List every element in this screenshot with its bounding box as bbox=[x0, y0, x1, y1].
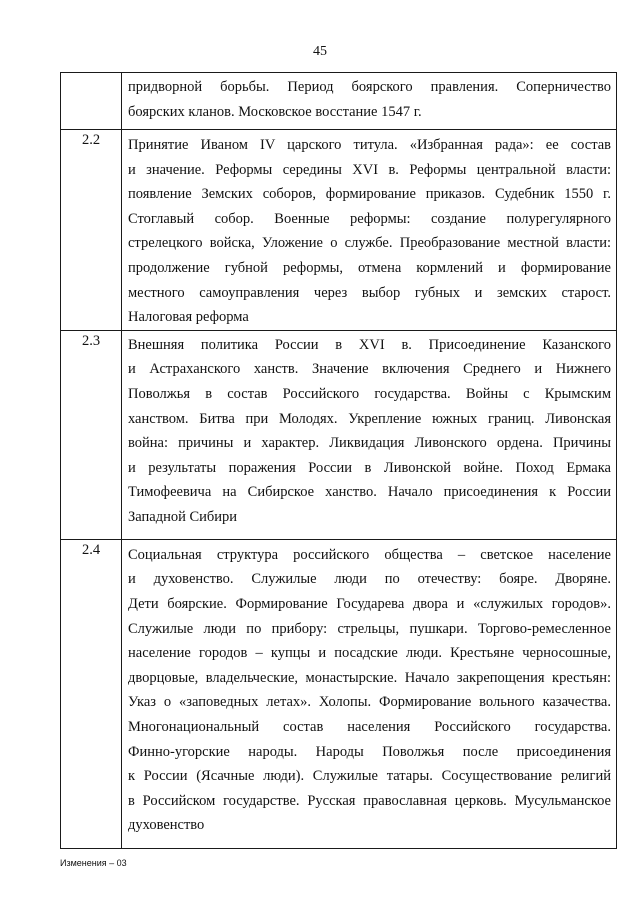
content-line: и духовенство. Служилые люди по отечеству: бояре. Дворяне. bbox=[128, 571, 611, 588]
curriculum-table bbox=[60, 72, 617, 849]
content-line: придворной борьбы. Период боярского правления. Соперничество bbox=[128, 79, 611, 95]
content-line: продолжение губной реформы, отмена кормлений и формирование bbox=[128, 259, 611, 276]
section-content-cell bbox=[122, 73, 617, 130]
content-line: Принятие Иваном IV царского титула. «Избранная рада»: ее состав bbox=[128, 137, 611, 153]
content-line: население городов – купцы и посадские люди. Крестьяне черносошные, bbox=[128, 645, 611, 662]
section-number-cell: 2.2 bbox=[61, 130, 122, 331]
section-content-cell bbox=[122, 330, 617, 539]
content-line: и Астраханского ханств. Значение включения Среднего и Нижнего bbox=[128, 361, 611, 378]
content-line: в Российском государстве. Русская православная церковь. Мусульманское bbox=[128, 792, 611, 809]
content-line: дворцовые, владельческие, монастырские. Начало закрепощения крестьян: bbox=[128, 669, 611, 686]
content-line: Социальная структура российского общества – светское население bbox=[128, 546, 611, 563]
table-row bbox=[61, 73, 617, 130]
section-content-cell bbox=[122, 130, 617, 331]
content-line: Указ о «заповедных летах». Холопы. Формирование вольного казачества. bbox=[128, 694, 611, 711]
content-line: ханством. Битва при Молодях. Укрепление южных границ. Ливонская bbox=[128, 410, 611, 427]
section-content-cell bbox=[122, 539, 617, 848]
content-line: стрелецкого войска, Уложение о службе. Преобразование местной власти: bbox=[128, 235, 611, 252]
content-line: боярских кланов. Московское восстание 1547 г. bbox=[128, 103, 422, 120]
section-number-cell: 2.4 bbox=[61, 539, 122, 848]
table-row bbox=[61, 130, 617, 331]
content-line: Многонациональный состав населения Российского государства. bbox=[128, 718, 611, 735]
content-line: местного самоуправления через выбор губных и земских старост. bbox=[128, 284, 611, 301]
section-number-cell bbox=[61, 73, 122, 130]
content-line: Внешняя политика России в XVI в. Присоединение Казанского bbox=[128, 336, 611, 353]
content-line: Тимофеевича на Сибирское ханство. Начало присоединения к России bbox=[128, 484, 611, 501]
content-line: Служилые люди по прибору: стрельцы, пушкари. Торгово-ремесленное bbox=[128, 620, 611, 637]
footer-revision: Изменения – 03 bbox=[60, 858, 127, 868]
table-row bbox=[61, 539, 617, 848]
content-line: и результаты поражения России в Ливонской войне. Поход Ермака bbox=[128, 459, 611, 476]
content-line: появление Земских соборов, формирование приказов. Судебник 1550 г. bbox=[128, 186, 611, 203]
content-line: война: причины и характер. Ликвидация Ливонского ордена. Причины bbox=[128, 435, 611, 452]
content-line: и значение. Реформы середины XVI в. Реформы центральной власти: bbox=[128, 161, 611, 178]
section-number-cell: 2.3 bbox=[61, 330, 122, 539]
content-line: Поволжья в состав Российского государства. Войны с Крымским bbox=[128, 385, 611, 402]
content-line: Налоговая реформа bbox=[128, 309, 249, 326]
table-row bbox=[61, 330, 617, 539]
content-line: Финно-угорские народы. Народы Поволжья после присоединения bbox=[128, 743, 611, 760]
content-line: Дети боярские. Формирование Государева двора и «служилых городов». bbox=[128, 595, 611, 612]
content-line: к России (Ясачные люди). Служилые татары. Сосуществование религий bbox=[128, 768, 611, 785]
content-line: Западной Сибири bbox=[128, 508, 238, 525]
content-line: духовенство bbox=[128, 817, 205, 834]
content-line: Стоглавый собор. Военные реформы: создание полурегулярного bbox=[128, 210, 611, 227]
page-number: 45 bbox=[313, 44, 327, 59]
